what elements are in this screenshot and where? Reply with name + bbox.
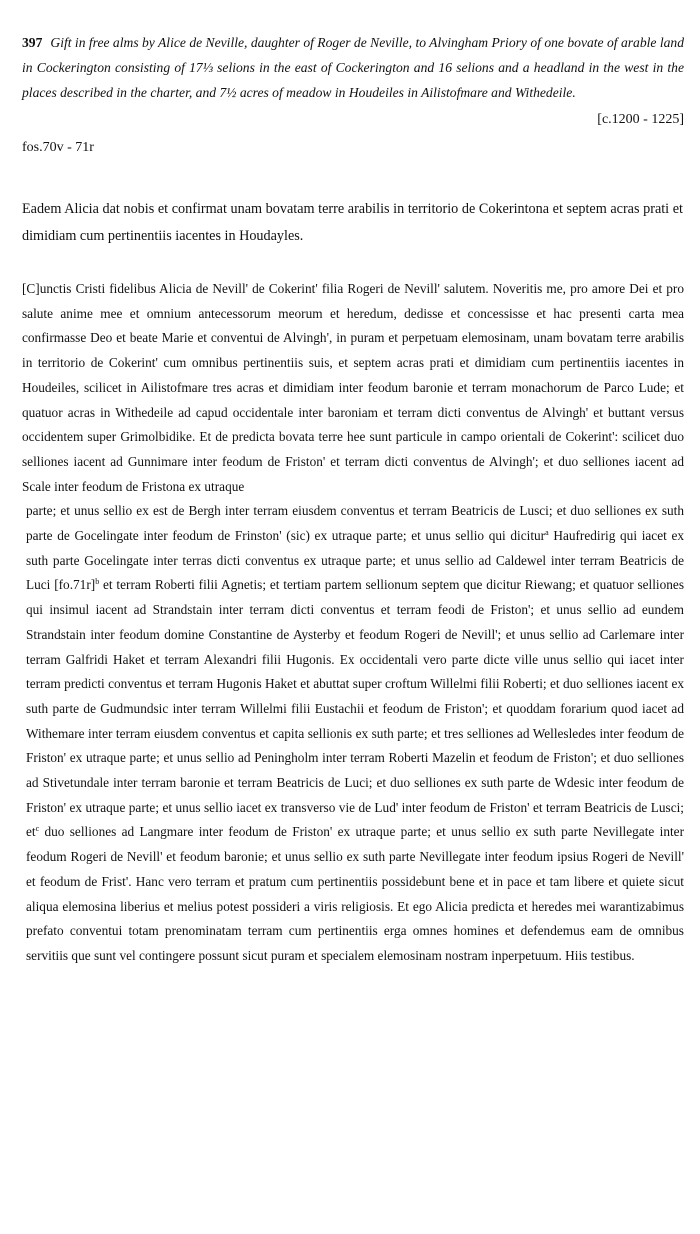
footnote-marker-a: a <box>545 528 549 538</box>
entry-heading <box>22 30 684 105</box>
entry-number: 397 <box>22 35 43 50</box>
charter-text-segment: Haufredirig qui iacet ex suth parte Gocelingate inter terras dicti conventus ex utraque parte; et unus sellio ad Caldewel inter terram Beatricis de Luci [fo.71r] <box>26 528 684 593</box>
charter-text-segment: parte; et unus sellio ex est de Bergh inter terram eiusdem conventus et terram Beatricis de Lusci; et duo selliones ex suth parte de Gocelingate inter feodum de Frinston' (sic) ex utraque parte; et unus sellio qui dicitur <box>26 503 684 544</box>
charter-paragraph-2 <box>22 499 684 968</box>
charter-text <box>22 277 684 969</box>
entry-summary: Gift in free alms by Alice de Neville, daughter of Roger de Neville, to Alvingham Priory of one bovate of arable land in Cockerington consisting of 17⅓ selions in the east of Cockerington and 16 selions and a headland in the west in the places described in the charter, and 7½ acres of meadow in Houdeiles in Ailistofmare and Withedeile. <box>22 35 685 100</box>
footnote-marker-c: c <box>35 824 40 834</box>
entry-date: [c.1200 - 1225] <box>597 112 684 127</box>
charter-text-segment: duo selliones ad Langmare inter feodum de Friston' ex utraque parte; et unus sellio ex suth parte Nevillegate inter feodum Rogeri de Nevill' et feodum baronie; et unus sellio ex suth parte Nevillegate inter feodum ipsius Rogeri de Nevill' et feodum de Frist'. Hanc vero terram et pratum cum pertinentiis possidebunt bene et in pace et tam libere et quiete sicut aliqua elemosina liberius et melius potest possideri a viris religiosis. Et ego Alicia predicta et heredes mei warantizabimus prefato conventui totam prenominatam terram cum pertinentiis erga omnes homines et defendemus eam de omnibus servitiis que sunt vel contingere possunt sicut puram et specialem elemosinam nostram inperpetuum. Hiis testibus. <box>26 824 684 963</box>
folio-reference: fos.70v - 71r <box>22 140 94 155</box>
rubric-paragraph: Eadem Alicia dat nobis et confirmat unam bovatam terre arabilis in territorio de Cokerintona et septem acras prati et dimidiam cum pertinentiis iacentes in Houdayles. <box>22 201 683 244</box>
charter-paragraph-1: [C]unctis Cristi fidelibus Alicia de Nevill' de Cokerint' filia Rogeri de Nevill' salutem. Noveritis me, pro amore Dei et pro salute anime mee et omnium antecessorum meorum et heredum, dedisse et concessisse et hac presenti carta mea confirmasse Deo et beate Marie et conventui de Alvingh', in puram et perpetuam elemosinam, unam bovatam terre arabilis in territorio de Cokerint' cum omnibus pertinentiis suis, et septem acras prati et dimidiam cum pertinentiis iacentes in Houdeiles, scilicet in Ailistofmare tres acras et dimidiam inter feodum baronie et terram monachorum de Parco Lude; et quatuor acras in Withedeile ad capud occidentale inter baroniam et terram dicti conventus de Alvingh' et buttant versus occidentem super Grimolbidike. Et de predicta bovata terre hee sunt particule in campo orientali de Cokerint': scilicet duo selliones iacent ad Gunnimare inter feodum de Friston' et terram dicti conventus de Alvingh'; et duo selliones iacent ad Scale inter feodum de Fristona ex utraque <box>22 281 684 494</box>
charter-text-segment: et terram Roberti filii Agnetis; et tertiam partem sellionum septem que dicitur Riewang; et quatuor selliones qui insimul iacent ad Strandstain inter terram dicti conventus et terram feodi de Friston'; et unus sellio ad eundem Strandstain inter feodum domine Constantine de Aysterby et feodum Rogeri de Nevill'; et unus sellio ad Carlemare inter terram Galfridi Haket et terram Alexandri filii Hugonis. Ex occidentali vero parte dicte ville unus sellio qui iacet inter terram predicti conventus et terram Hugonis Haket et abuttat super croftum Willelmi filii Roberti; et duo selliones iacent ex suth parte de Gudmundsic inter terram Willelmi filii Eustachii et feodum de Friston'; et quoddam forarium quod iacet ad Withemare inter terram eiusdem conventus et capita sellionis ex suth parte; et tres selliones ad Wellesledes inter feodum de Friston' ex utraque parte; et unus sellio ad Peningholm inter terram Roberti Mazelin et feodum de Friston'; et duo selliones ad Stivetundale inter terram baronie et terram Beatricis de Luci; et duo selliones ex suth parte de Wdesic inter feodum de Friston' ex utraque parte; et unus sellio iacet ex transverso vie de Lud' inter feodum de Friston' et terram Beatricis de Lusci; et <box>26 577 684 840</box>
footnote-marker-b: b <box>95 577 100 587</box>
